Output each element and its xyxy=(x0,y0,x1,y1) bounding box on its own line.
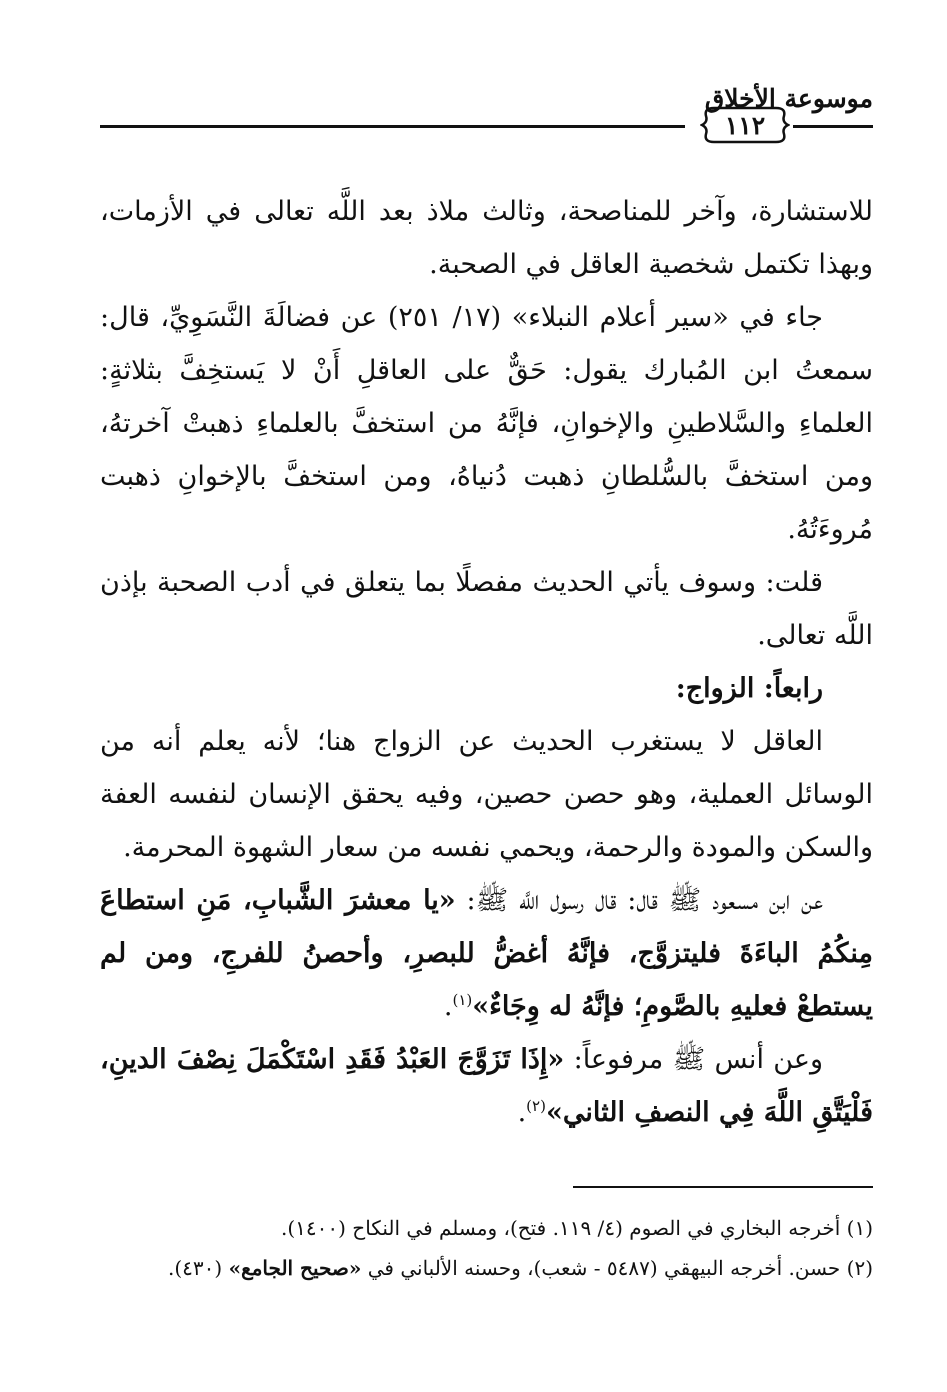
footnote: (١) أخرجه البخاري في الصوم (٤/ ١١٩. فتح)، ومسلم في النكاح (١٤٠٠). xyxy=(281,1216,873,1240)
book-title: موسوعة الأخلاق xyxy=(704,84,873,113)
footnotes xyxy=(100,1208,873,1288)
hadith-intro: وعن أنس ﷺ مرفوعاً: xyxy=(564,1044,823,1075)
footnote-separator xyxy=(573,1186,873,1188)
paragraph: للاستشارة، وآخر للمناصحة، وثالث ملاذ بعد اللَّه تعالى في الأزمات، وبهذا تكتمل شخصية العاقل في الصحبة. xyxy=(100,196,873,280)
footnote xyxy=(100,1248,873,1288)
sentence-end: . xyxy=(517,1097,527,1128)
main-text xyxy=(100,185,873,1139)
hadith-paragraph xyxy=(100,1033,873,1139)
footnote-source: «صحيح الجامع» xyxy=(228,1256,362,1280)
paragraph: قلت: وسوف يأتي الحديث مفصلًا بما يتعلق في أدب الصحبة بإذن اللَّه تعالى. xyxy=(100,567,873,651)
footnote-text: (٢) حسن. أخرجه البيهقي (٥٤٨٧ - شعب)، وحسنه الألباني في xyxy=(361,1256,873,1280)
hadith-text: «يا معشرَ الشَّبابِ، مَنِ استطاعَ مِنكُمُ الباءَةَ فليتزوَّج، فإنَّهُ أغضُّ للبصرِ، وأحصنُ للفرجِ، ومن لم يستطعْ فعليهِ بالصَّومِ؛ فإنَّهُ له وِجَاءٌ» xyxy=(100,885,873,1022)
hadith-text: «إِذَا تَزَوَّجَ العَبْدُ فَقَدِ اسْتَكْمَلَ نِصْفَ الدينِ، فَلْيَتَّقِ اللَّهَ فِي النصفِ الثاني» xyxy=(100,1044,873,1128)
header-rule-short xyxy=(793,125,873,128)
sentence-end: . xyxy=(443,991,453,1022)
hadith-intro: عن ابن مسعود ﷺ قال: قال رسول اللَّه ﷺ: xyxy=(455,885,824,916)
section-heading: رابعاً: الزواج: xyxy=(675,673,823,704)
header-rule xyxy=(100,125,685,128)
page-number-ornament xyxy=(700,104,790,146)
footnote-text: (٤٣٠). xyxy=(168,1256,229,1280)
paragraph: العاقل لا يستغرب الحديث عن الزواج هنا؛ لأنه يعلم أنه من الوسائل العملية، وهو حصن حصين، وفيه يحقق الإنسان لنفسه العفة والسكن والمودة والرحمة، ويحمي نفسه من سعار الشهوة المحرمة. xyxy=(100,726,873,863)
footnote-ref: (٢) xyxy=(526,1097,546,1115)
footnote-ref: (١) xyxy=(452,991,473,1009)
page-header xyxy=(100,72,873,142)
page-number: ١١٢ xyxy=(724,110,766,140)
hadith-paragraph xyxy=(100,874,873,1033)
paragraph: جاء في «سير أعلام النبلاء» (١٧/ ٢٥١) عن فضالَةَ النَّسَوِيِّ، قال: سمعتُ ابن المُبارك يقول: حَقٌّ على العاقلِ أَنْ لا يَستخِفَّ بثلاثةٍ: العلماءِ والسَّلاطينِ والإخوانِ، فإنَّهُ من استخفَّ بالعلماءِ ذهبتْ آخرتهُ، ومن استخفَّ بالسُّلطانِ ذهبت دُنياهُ، ومن استخفَّ بالإخوانِ ذهبت مُروءَتُهُ. xyxy=(100,302,873,545)
